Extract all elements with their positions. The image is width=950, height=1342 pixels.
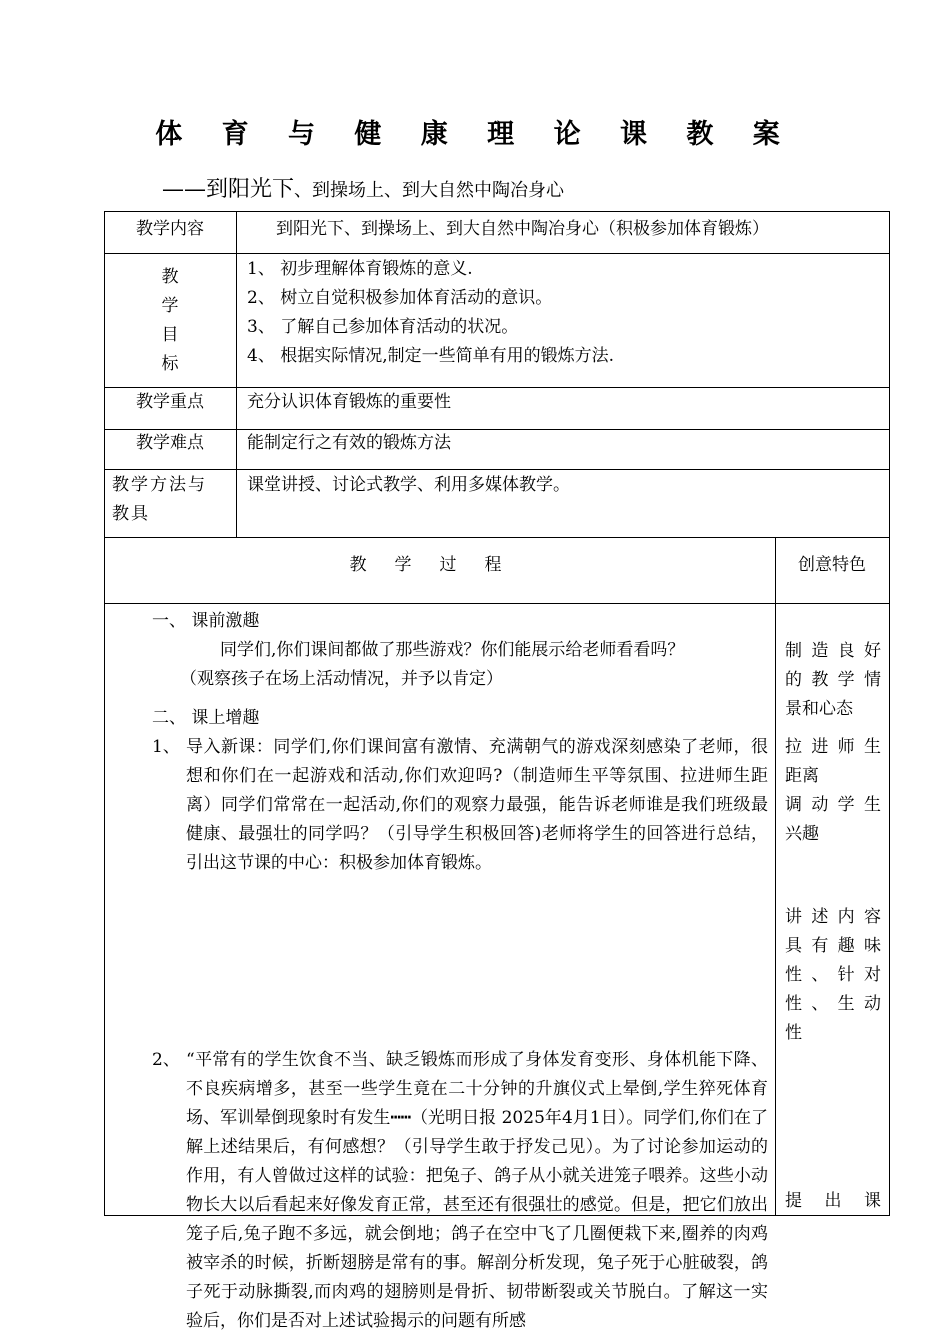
goals-label-char: 教 [161,267,179,287]
goal-item: 2、 树立自觉积极参加体育活动的意识。 [247,288,553,308]
process-header: 教学过程 [349,555,530,575]
item-number: 2、 [152,1050,180,1070]
subtitle-dash: —— [162,177,206,202]
difficulty-label: 教学难点 [136,433,204,453]
goals-label-char: 标 [161,354,179,374]
feature-line: 的教学情 [785,670,881,690]
goals-label-char: 学 [161,296,179,316]
method-label-line: 教学方法与 [112,475,207,495]
feature-line: 距离 [785,766,819,786]
row-divider [104,603,890,604]
method-label-line: 教具 [112,504,150,524]
lesson-plan-table [104,211,890,1331]
feature-line: 具有趣味 [785,936,881,956]
section2-heading: 二、 课上增趣 [152,708,260,728]
feature-line: 制造良好 [785,641,881,661]
item-text: 导入新课：同学们,你们课间富有激情、充满朝气的游戏深刻感染了老师，很想和你们在一起游戏和活动,你们欢迎吗?（制造师生平等氛围、拉进师生距离）同学们常常在一起活动,你们的观察力最强，能告诉老师谁是我们班级最健康、最强壮的同学吗？（引导学生积极回答)老师将学生的回答进行总结，引出这节课的中心：积极参加体育锻炼。 [186,737,768,873]
feature-line: 性、生动 [785,994,881,1014]
feature-line: 兴趣 [785,824,819,844]
feature-note-4 [785,1187,881,1216]
goal-item: 4、 根据实际情况,制定一些简单有用的锻炼方法. [247,346,615,366]
feature-line: 性 [785,1023,802,1043]
method-value: 课堂讲授、讨论式教学、利用多媒体教学。 [247,475,570,495]
section1-heading: 一、 课前激趣 [152,611,260,631]
feature-note-2 [785,733,881,849]
page-title: 体 育 与 健 康 理 论 课 教 案 [155,119,795,150]
item-number: 1、 [152,737,180,757]
section1-line: （观察孩子在场上活动情况，并予以肯定） [180,669,503,689]
goal-item: 1、 初步理解体育锻炼的意义. [247,259,473,279]
page-subtitle [162,172,564,203]
process-item-1 [104,733,768,878]
feature-note-1 [785,637,881,724]
key-point-value: 充分认识体育锻炼的重要性 [247,392,451,412]
content-value: 到阳光下、到操场上、到大自然中陶冶身心（积极参加体育锻炼） [276,219,769,239]
label-column-divider [236,211,237,537]
table-border-right [889,211,890,1216]
goals-label-char: 目 [161,325,179,345]
item-text: “平常有的学生饮食不当、缺乏锻炼而形成了身体发育变形、身体机能下降、不良疾病增多，甚至一些学生竟在二十分钟的升旗仪式上晕倒,学生猝死体育场、军训晕倒现象时有发生┅┅（光明日报 2025年4月1日）。同学们,你们在了解上述结果后，有何感想？（引导学生敢于抒发己见）。为了讨论参加运动的作用，有人曾做过这样的试验：把兔子、鸽子从小就关进笼子喂养。这些小动物长大以后看起来好像发育正常，甚至还有很强壮的感觉。但是，把它们放出笼子后,兔子跑不多远，就会倒地；鸽子在空中飞了几圈便栽下来,圈养的肉鸡被宰杀的时候，折断翅膀是常有的事。解剖分析发现，兔子死于心脏破裂，鸽子死于动脉撕裂,而肉鸡的翅膀则是骨折、韧带断裂或关节脱白。了解这一实验后，你们是否对上述试验揭示的问题有所感 [186,1050,768,1331]
content-label: 教学内容 [136,219,204,239]
goal-item: 3、 了解自己参加体育活动的状况。 [247,317,519,337]
feature-line: 提出课 [785,1191,881,1211]
feature-header: 创意特色 [798,555,866,575]
row-divider [104,469,890,470]
feature-line: 性、针对 [785,965,881,985]
goals-label [104,263,236,379]
feature-line: 景和心态 [785,699,853,719]
subtitle-lead: 到阳光下 [206,177,295,202]
feature-note-3 [785,903,881,1048]
row-divider [104,537,890,538]
feature-line: 讲述内容 [785,907,881,927]
process-item-2 [104,1046,768,1336]
feature-line: 调动学生 [785,795,881,815]
row-divider [104,253,890,254]
section1-line: 同学们,你们课间都做了那些游戏？你们能展示给老师看看吗？ [220,640,685,660]
goals-list [247,255,867,371]
table-border-top [104,211,890,212]
feature-line: 拉进师生 [785,737,881,757]
key-point-label: 教学重点 [136,392,204,412]
method-label [112,471,234,529]
difficulty-value: 能制定行之有效的锻炼方法 [247,433,451,453]
subtitle-rest: 、到操场上、到大自然中陶冶身心 [294,180,565,201]
